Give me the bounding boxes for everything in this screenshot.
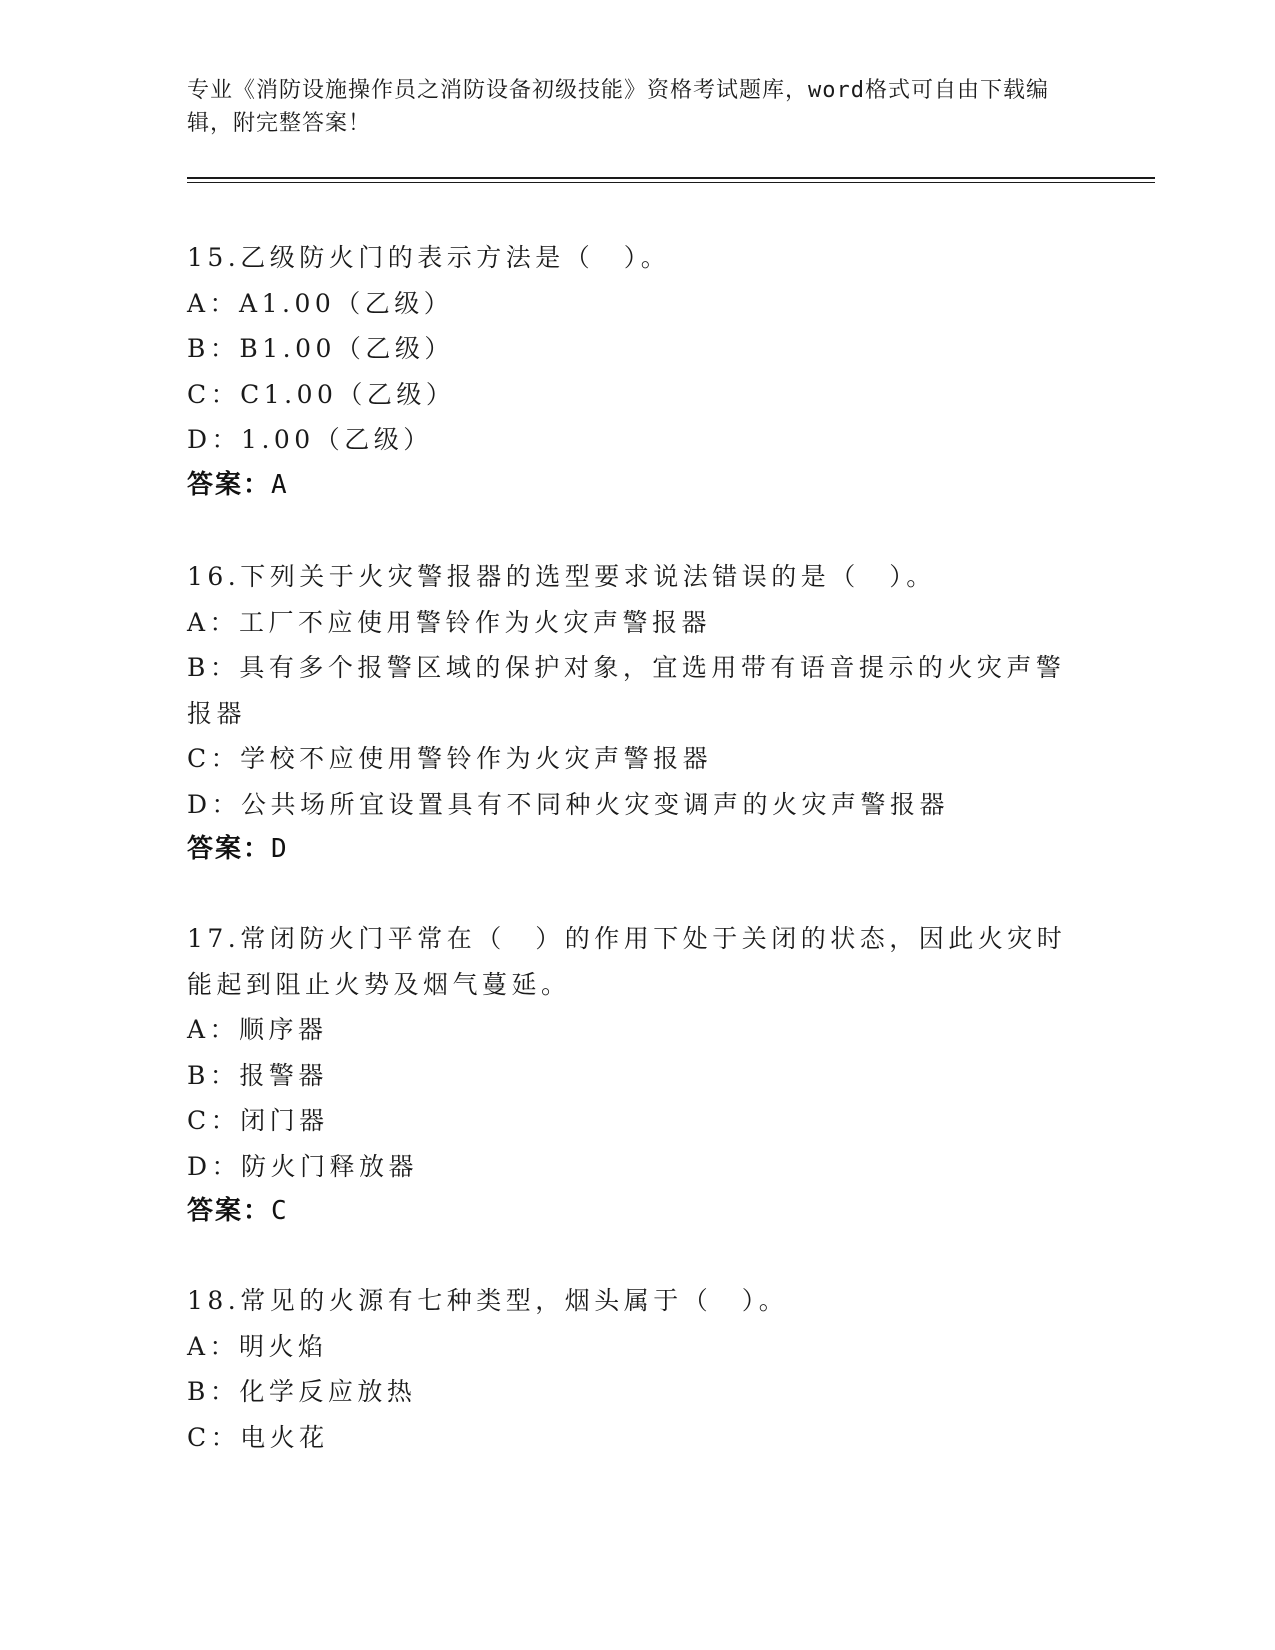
question-18 (187, 1278, 1087, 1460)
option-b: B：报警器 (187, 1060, 328, 1090)
header-divider-thin (187, 182, 1155, 183)
option-c: C：C1.00（乙级） (187, 379, 456, 409)
option-b: B：B1.00（乙级） (187, 334, 454, 363)
option-a: A：工厂不应使用警铃作为火灾声警报器 (187, 607, 712, 637)
option-c: C：闭门器 (187, 1106, 329, 1135)
question-17 (187, 916, 1087, 1235)
header-divider-thick (187, 177, 1155, 179)
option-b: B：化学反应放热 (187, 1377, 417, 1406)
option-a: A：A1.00（乙级） (187, 288, 454, 318)
option-c: C：电火花 (187, 1422, 329, 1452)
question-stem: 17.常闭防火门平常在（ ）的作用下处于关闭的状态，因此火灾时能起到阻止火势及烟气蔓延。 (187, 924, 1067, 999)
answer-line (187, 1189, 1087, 1235)
option-c: C：学校不应使用警铃作为火灾声警报器 (187, 744, 713, 773)
option-d: D：公共场所宜设置具有不同种火灾变调声的火灾声警报器 (187, 789, 950, 819)
page-header: 专业《消防设施操作员之消防设备初级技能》资格考试题库，word格式可自由下载编辑，附完整答案！ (187, 78, 1049, 136)
answer-value: C (271, 1196, 287, 1226)
question-16 (187, 554, 1087, 873)
option-a: A：明火焰 (187, 1331, 328, 1361)
question-stem: 15.乙级防火门的表示方法是（ ）。 (187, 243, 671, 272)
answer-label: 答案： (187, 1196, 272, 1226)
option-a: A：顺序器 (187, 1015, 328, 1044)
answer-value: D (271, 834, 287, 864)
question-stem: 16.下列关于火灾警报器的选型要求说法错误的是（ ）。 (187, 562, 936, 591)
option-b: B：具有多个报警区域的保护对象，宜选用带有语音提示的火灾声警报器 (187, 653, 1066, 728)
answer-line (187, 827, 1087, 873)
option-d: D：防火门释放器 (187, 1151, 419, 1181)
answer-value: A (271, 469, 287, 500)
question-15 (187, 235, 1087, 508)
answer-label: 答案： (187, 469, 272, 500)
answer-line (187, 463, 1087, 509)
option-d: D：1.00（乙级） (187, 425, 433, 454)
question-stem: 18.常见的火源有七种类型，烟头属于（ ）。 (187, 1286, 789, 1315)
answer-label: 答案： (187, 834, 272, 864)
